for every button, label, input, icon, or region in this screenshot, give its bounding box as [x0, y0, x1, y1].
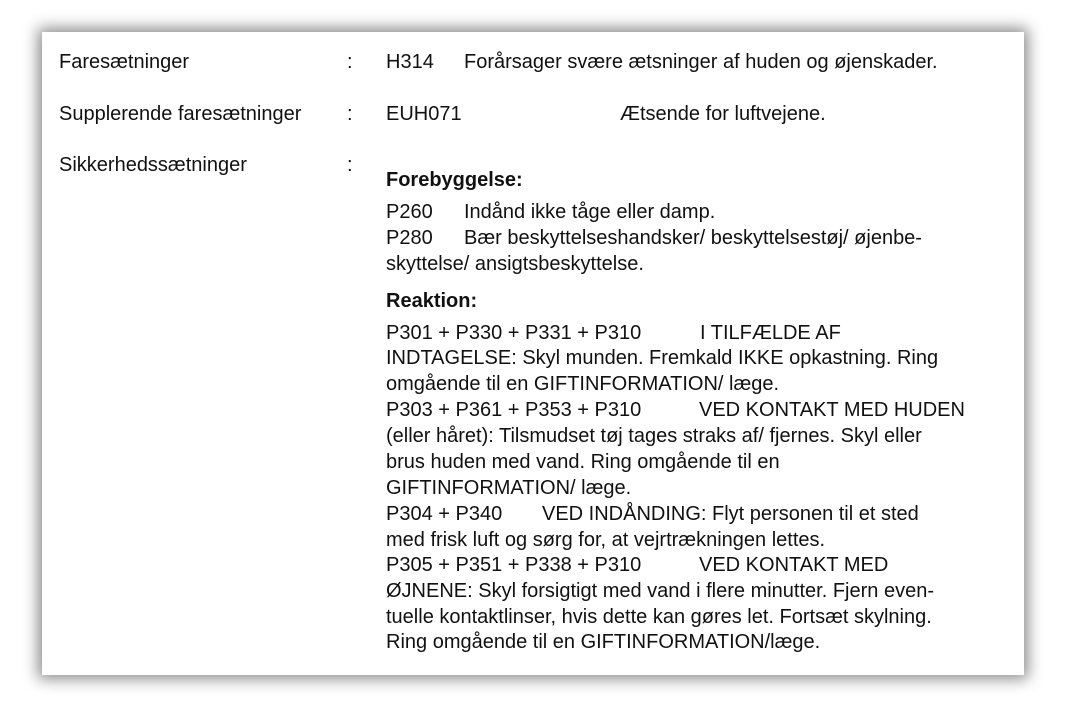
r4-text: VED KONTAKT MED	[699, 554, 889, 576]
r1-line: omgående til en GIFTINFORMATION/ læge.	[386, 373, 780, 395]
r2-line: (eller håret): Tilsmudset tøj tages straks af/ fjernes. Skyl eller	[386, 425, 922, 447]
r2-line: GIFTINFORMATION/ læge.	[386, 477, 632, 499]
supplementary-code: EUH071	[386, 103, 462, 125]
r4-line: ØJNENE: Skyl forsigtigt med vand i flere minutter. Fjern even-	[386, 580, 934, 602]
supplementary-text: Ætsende for luftvejene.	[620, 103, 826, 125]
precautionary-label: Sikkerhedssætninger	[59, 154, 247, 176]
r3-text: VED INDÅNDING: Flyt personen til et sted	[542, 503, 919, 525]
p260-text: Indånd ikke tåge eller damp.	[464, 201, 716, 223]
p260-code: P260	[386, 201, 433, 223]
separator: :	[347, 51, 353, 73]
r1-code: P301 + P330 + P331 + P310	[386, 322, 642, 344]
r1-text: I TILFÆLDE AF	[700, 322, 841, 344]
hazard-code: H314	[386, 51, 434, 73]
hazard-text: Forårsager svære ætsninger af huden og øjenskader.	[464, 51, 938, 73]
r4-line: Ring omgående til en GIFTINFORMATION/læge.	[386, 631, 821, 653]
r2-code: P303 + P361 + P353 + P310	[386, 399, 642, 421]
prevention-heading: Forebyggelse:	[386, 169, 523, 191]
reaction-heading: Reaktion:	[386, 290, 478, 312]
r3-code: P304 + P340	[386, 503, 503, 525]
p280-text-cont: skyttelse/ ansigtsbeskyttelse.	[386, 253, 644, 275]
r3-line: med frisk luft og sørg for, at vejrtrækningen lettes.	[386, 529, 826, 551]
p280-code: P280	[386, 227, 433, 249]
r2-text: VED KONTAKT MED HUDEN	[699, 399, 965, 421]
hazard-label: Faresætninger	[59, 51, 190, 73]
separator: :	[347, 154, 353, 176]
separator: :	[347, 103, 353, 125]
r1-line: INDTAGELSE: Skyl munden. Fremkald IKKE opkastning. Ring	[386, 347, 939, 369]
r4-line: tuelle kontaktlinser, hvis dette kan gøres let. Fortsæt skylning.	[386, 606, 932, 628]
r4-code: P305 + P351 + P338 + P310	[386, 554, 642, 576]
r2-line: brus huden med vand. Ring omgående til en	[386, 451, 780, 473]
p280-text: Bær beskyttelseshandsker/ beskyttelsestøj/ øjenbe-	[464, 227, 922, 249]
supplementary-label: Supplerende faresætninger	[59, 103, 302, 125]
